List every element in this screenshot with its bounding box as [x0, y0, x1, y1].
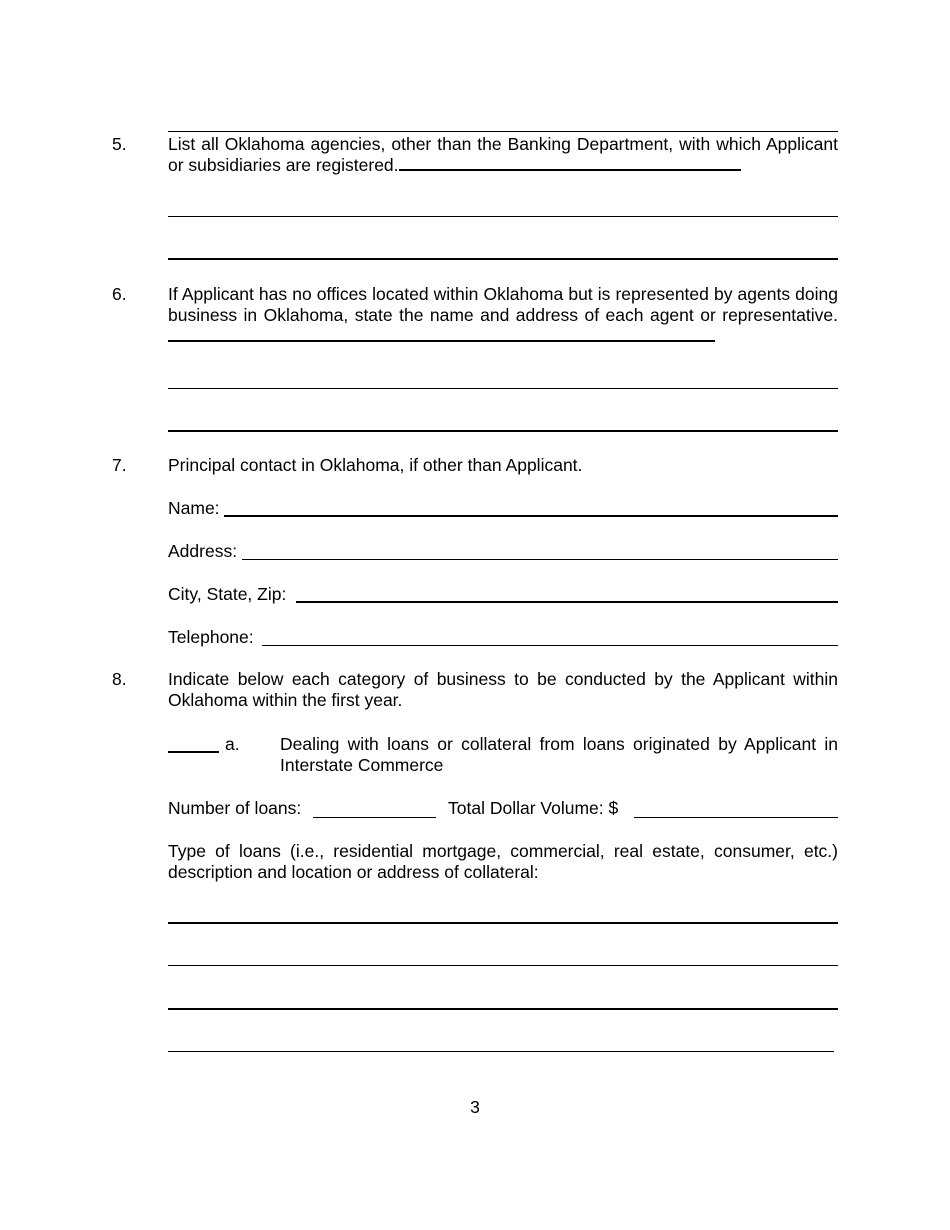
city-state-zip-field[interactable]: [296, 601, 838, 603]
total-dollar-volume-label: Total Dollar Volume: $: [448, 798, 619, 818]
q5-answer-line-2[interactable]: [168, 258, 838, 260]
name-label: Name:: [168, 498, 220, 518]
q8-number: 8.: [112, 669, 127, 689]
total-dollar-volume-field[interactable]: [634, 817, 838, 818]
city-state-zip-label: City, State, Zip:: [168, 584, 287, 604]
q5-number: 5.: [112, 134, 127, 154]
q6-inline-field[interactable]: [168, 338, 715, 342]
q6-answer-line-2[interactable]: [168, 430, 838, 432]
address-field[interactable]: [242, 559, 838, 560]
type-answer-line-4[interactable]: [168, 1051, 834, 1052]
category-a-text: Dealing with loans or collateral from loans originated by Applicant in Interstate Commerce: [280, 734, 838, 775]
number-of-loans-label: Number of loans:: [168, 798, 302, 818]
page-number: 3: [470, 1097, 480, 1117]
q7-text: Principal contact in Oklahoma, if other than Applicant.: [168, 455, 583, 475]
q7-number: 7.: [112, 455, 127, 475]
address-label: Address:: [168, 541, 238, 561]
q6-question: If Applicant has no offices located within Oklahoma but is represented by agents doing business in Oklahoma, state the name and address of each agent or representative.: [168, 284, 838, 325]
telephone-label: Telephone:: [168, 627, 254, 647]
q6-text: [168, 284, 838, 347]
q8-text: Indicate below each category of business to be conducted by the Applicant within Oklahoma within the first year.: [168, 669, 838, 710]
type-answer-line-3[interactable]: [168, 1008, 838, 1010]
q5-text: [168, 134, 838, 176]
type-answer-line-1[interactable]: [168, 922, 838, 924]
name-field[interactable]: [224, 515, 838, 517]
type-answer-line-2[interactable]: [168, 965, 838, 966]
q6-answer-line-1[interactable]: [168, 388, 838, 389]
number-of-loans-field[interactable]: [313, 817, 436, 818]
q6-number: 6.: [112, 284, 127, 304]
category-a-letter: a.: [225, 734, 240, 754]
q5-inline-field[interactable]: [399, 167, 741, 171]
q5-top-rule: [168, 131, 838, 132]
type-of-loans-text: Type of loans (i.e., residential mortgage, commercial, real estate, consumer, etc.) description and location or address of collateral:: [168, 841, 838, 882]
q5-answer-line-1[interactable]: [168, 216, 838, 217]
category-a-checkbox-blank[interactable]: [168, 751, 219, 753]
telephone-field[interactable]: [262, 645, 838, 646]
q5-question: List all Oklahoma agencies, other than the Banking Department, with which Applicant or subsidiaries are registered.: [168, 134, 838, 175]
